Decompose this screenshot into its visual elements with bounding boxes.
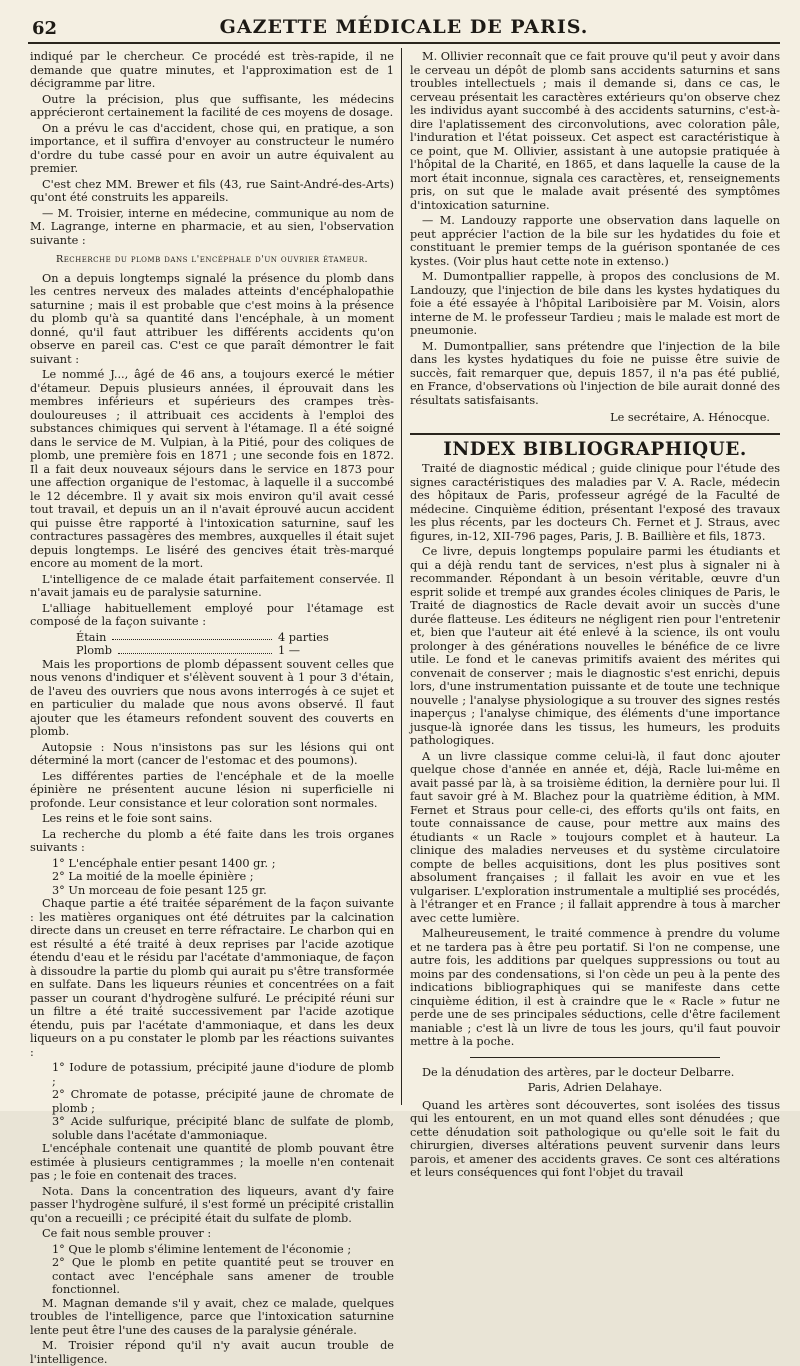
alloy-name: Étain bbox=[76, 630, 107, 644]
paragraph: Quand les artères sont découvertes, sont isolées des tissus qui les entourent, en un mot quand elles sont dénudées ; que cette dénudation soit pathologique ou qu'elle soit le fait du chirurgien, diverses altérations peuvent survenir dans leurs parois, et amener des accidents graves. Ce sont ces altérations et leurs conséquences qui font l'objet du travail bbox=[410, 1098, 780, 1179]
list-item: 3° Acide sulfurique, précipité blanc de sulfate de plomb, soluble dans l'acétate d'ammoniaque. bbox=[52, 1115, 394, 1142]
paragraph: L'intelligence de ce malade était parfaitement conservée. Il n'avait jamais eu de paralysie saturnine. bbox=[30, 572, 394, 599]
page-number: 62 bbox=[32, 18, 58, 39]
paragraph: On a depuis longtemps signalé la présence du plomb dans les centres nerveux des malades atteints d'encéphalopathie saturnine ; mais il est probable que c'est moins à la présence du plomb qu'à sa quantité dans l'encéphale, à un moment donné, qu'il faut attribuer les différents accidents qu'on observe en pareil cas. C'est ce que paraît démontrer le fait suivant : bbox=[30, 271, 394, 366]
book-entry: Traité de diagnostic médical ; guide clinique pour l'étude des signes caractéristiques des maladies par V. A. Racle, médecin des hôpitaux de Paris, professeur agrégé de la Faculté de médecine. Cinquième édition, présentant l'exposé des travaux les plus récents, par les docteurs Ch. Fernet et J. Straus, avec figures, in-12, XII-796 pages, Paris, J. B. Baillière et fils, 1873. bbox=[410, 462, 780, 543]
leader-dots bbox=[118, 644, 272, 654]
paragraph: L'alliage habituellement employé pour l'étamage est composé de la façon suivante : bbox=[30, 601, 394, 628]
paragraph: Mais les proportions de plomb dépassent souvent celles que nous venons d'indiquer et s'élèvent souvent à 1 pour 3 d'étain, de l'aveu des ouvriers que nous avons interrogés à ce sujet et en particulier du malade que nous avons observé. Il faut ajouter que les étameurs refondent souvent des couverts en plomb. bbox=[30, 657, 394, 738]
alloy-row bbox=[30, 631, 394, 645]
paragraph: M. Dumontpallier, sans prétendre que l'injection de la bile dans les kystes hydatiques du foie ne puisse être suivie de succès, fait remarquer que, depuis 1857, il n'a pas été publié, en France, d'observations où l'injection de bile aurait donné des résultats satisfaisants. bbox=[410, 339, 780, 407]
paragraph: Ce fait nous semble prouver : bbox=[42, 1227, 212, 1240]
paragraph: La recherche du plomb a été faite dans les trois organes suivants : bbox=[30, 827, 394, 854]
journal-title: GAZETTE MÉDICALE DE PARIS. bbox=[219, 16, 589, 38]
list-item: 1° Que le plomb s'élimine lentement de l'économie ; bbox=[52, 1242, 352, 1256]
paragraph: Autopsie : Nous n'insistons pas sur les lésions qui ont déterminé la mort (cancer de l'estomac et des poumons). bbox=[30, 740, 394, 767]
entry-rule bbox=[470, 1057, 720, 1058]
index-title: INDEX BIBLIOGRAPHIQUE. bbox=[443, 438, 747, 460]
list-item: 1° Iodure de potassium, précipité jaune d'iodure de plomb ; bbox=[52, 1061, 394, 1088]
alloy-name: Plomb bbox=[76, 644, 112, 657]
section-rule bbox=[410, 433, 780, 435]
paragraph: M. Dumontpallier rappelle, à propos des conclusions de M. Landouzy, que l'injection de bile dans les kystes hydatiques du foie a été essayée à l'hôpital Lariboisière par M. Voisin, alors interne de M. le professeur Tardieu ; mais le malade est mort de pneumonie. bbox=[410, 270, 780, 337]
paragraph: M. Magnan demande s'il y avait, chez ce malade, quelques troubles de l'intelligence, parce que l'intoxication saturnine lente peut être l'une des causes de la paralysie générale. bbox=[30, 1296, 394, 1337]
paragraph: Les reins et le foie sont sains. bbox=[42, 812, 213, 825]
book-entry: De la dénudation des artères, par le docteur Delbarre. bbox=[422, 1065, 735, 1079]
paragraph: M. Troisier répond qu'il n'y avait aucun trouble de l'intelligence. bbox=[30, 1339, 394, 1366]
section-heading: Recherche du plomb dans l'encéphale d'un ouvrier étameur. bbox=[55, 254, 369, 265]
paragraph: Le nommé J..., âgé de 46 ans, a toujours exercé le métier d'étameur. Depuis plusieurs années, il éprouvait dans les membres inférieurs et supérieurs des crampes très-douloureuses ; il attribuait ces accidents à l'emploi des substances chimiques qui servent à l'étamage. Il a été soigné dans le service de M. Vulpian, à la Pitié, pour des coliques de plomb, une première fois en 1871 ; une seconde fois en 1872. Il a fait deux nouveaux séjours dans le service en 1873 pour une affection organique de l'estomac, à laquelle il a succombé le 12 décembre. Il y avait six mois environ qu'il avait cessé tout travail, et depuis un an il n'avait éprouvé aucun accident qui puisse être rapporté à l'intoxication saturnine, sauf les contractures passagères des membres, auxquelles il était sujet depuis longtemps. Le liséré des gencives était très-marqué encore au moment de la mort. bbox=[30, 368, 394, 570]
paragraph: Malheureusement, le traité commence à prendre du volume et ne tardera pas à être peu portatif. Si l'on ne compense, une autre fois, les additions par quelques suppressions ou tout au moins par des condensations, si l'on cède un peu à la pente des indications bibliographiques qui se manifeste dans cette cinquième édition, il est à craindre que le « Racle » futur ne perde une de ses principales séductions, celle d'être facilement maniable ; c'est là un livre de tous les jours, qu'il faut pouvoir mettre à la poche. bbox=[410, 927, 780, 1048]
alloy-value: 1 — bbox=[278, 644, 301, 657]
right-column bbox=[410, 50, 780, 1179]
paragraph: M. Ollivier reconnaît que ce fait prouve qu'il peut y avoir dans le cerveau un dépôt de plomb sans accidents saturnins et sans troubles intellectuels ; mais il demande si, dans ce cas, le cerveau présentait les caractères extérieurs qu'on observe chez les individus ayant succombé à des accidents saturnins, c'est-à-dire l'aplatissement des circonvolutions, avec coloration pâle, l'induration et l'état poisseux. Cet aspect est caractéristique à ce point, que M. Ollivier, assistant à une autopsie pratiquée à l'hôpital de la Charité, en 1865, et dans laquelle la cause de la mort était inconnue, signala ces caractères, et, renseignements pris, on sut que le malade avait présenté des symptômes d'intoxication saturnine. bbox=[410, 50, 780, 212]
paragraph: Nota. Dans la concentration des liqueurs, avant d'y faire passer l'hydrogène sulfuré, il s'est formé un précipité cristallin qu'on a recueilli ; ce précipité était du sulfate de plomb. bbox=[30, 1184, 394, 1225]
column-divider bbox=[401, 48, 402, 1105]
list-item: 2° Chromate de potasse, précipité jaune de chromate de plomb ; bbox=[52, 1088, 394, 1115]
leader-dots bbox=[112, 631, 272, 641]
paragraph: A un livre classique comme celui-là, il faut donc ajouter quelque chose d'année en année et, déjà, Racle lui-même en avait passé par là, à sa troisième édition, la dernière pour lui. Il faut savoir gré à M. Blachez pour la quatrième édition, à MM. Fernet et Straus pour celle-ci, des efforts qu'ils ont faits, en toute connaissance de cause, pour mettre aux mains des étudiants « un Racle » toujours complet et à hauteur. La clinique des maladies nerveuses et du système circulatoire compte de belles acquisitions, dont les plus positives sont absolument françaises ; il fallait les avoir en vue et les vulgariser. L'exploration instrumentale a multiplié ses procédés, à l'étranger et en France ; il fallait apprendre à tous à marcher avec cette lumière. bbox=[410, 749, 780, 925]
paragraph: Les différentes parties de l'encéphale et de la moelle épinière ne présentent aucune lésion ni superficielle ni profonde. Leur consistance et leur coloration sont normales. bbox=[30, 769, 394, 810]
paragraph: C'est chez MM. Brewer et fils (43, rue Saint-André-des-Arts) qu'ont été construits les appareils. bbox=[30, 177, 394, 204]
paragraph: — M. Landouzy rapporte une observation dans laquelle on peut apprécier l'action de la bile sur les hydatides du foie et constituant le premier temps de la guérison spontanée de ces kystes. (Voir plus haut cette note in extenso.) bbox=[410, 214, 780, 268]
alloy-row bbox=[30, 644, 394, 658]
page-header bbox=[28, 12, 780, 44]
secretary-signature: Le secrétaire, A. Hénocque. bbox=[610, 411, 770, 424]
list-item: 2° Que le plomb en petite quantité peut se trouver en contact avec l'encéphale sans amener de trouble fonctionnel. bbox=[52, 1256, 394, 1296]
paragraph: L'encéphale contenait une quantité de plomb pouvant être estimée à plusieurs centigrammes ; la moelle n'en contenait pas ; le foie en contenait des traces. bbox=[30, 1142, 394, 1182]
paragraph: — M. Troisier, interne en médecine, communique au nom de M. Lagrange, interne en pharmacie, et au sien, l'observation suivante : bbox=[30, 206, 394, 247]
alloy-value: 4 parties bbox=[278, 630, 329, 644]
paragraph: Chaque partie a été traitée séparément de la façon suivante : les matières organiques ont été détruites par la calcination directe dans un creuset en terre réfractaire. Le charbon qui en est résulté a été traité à deux reprises par l'acide azotique étendu d'eau et le résidu par l'acétate d'ammoniaque, de façon à dissoudre la partie du plomb qui aurait pu s'être transformée en sulfate. Dans les liqueurs réunies et concentrées on a fait passer un courant d'hydrogène sulfuré. Le précipité réuni sur un filtre a été traité successivement par l'acide azotique étendu, puis par l'acétate d'ammoniaque, et dans les deux liqueurs on a pu constater le plomb par les réactions suivantes : bbox=[30, 897, 394, 1059]
paragraph: Ce livre, depuis longtemps populaire parmi les étudiants et qui a déjà rendu tant de services, n'est plus à signaler ni à recommander. Répondant à un besoin véritable, œuvre d'un esprit solide et trempé aux grandes écoles cliniques de Paris, le Traité de diagnostics de Racle devait avoir un succès d'une durée flatteuse. Les éditeurs ne négligent rien pour l'entretenir et, bien que l'auteur ait été enlevé à la science, ils ont voulu prolonger à des générations nouvelles le bénéfice de ce livre utile. Le fond et le canevas primitifs avaient des mérites qui convenait de conserver ; mais le diagnostic s'est enrichi, depuis lors, d'une instrumentation puissante et de toute une technique nouvelle ; l'analyse physiologique a su trouver des signes restés inaperçus ; l'analyse chimique, des éléments d'une importance jusque-là ignorée dans les tissus, les humeurs, les produits pathologiques. bbox=[410, 545, 780, 747]
paragraph: On a prévu le cas d'accident, chose qui, en pratique, a son importance, et il suffira d'envoyer au constructeur le numéro d'ordre du tube cassé pour en avoir un autre équivalent au premier. bbox=[30, 121, 394, 175]
book-publisher: Paris, Adrien Delahaye. bbox=[527, 1081, 663, 1094]
list-item: 1° L'encéphale entier pesant 1400 gr. ; bbox=[52, 856, 276, 870]
list-item: 3° Un morceau de foie pesant 125 gr. bbox=[52, 883, 267, 897]
paragraph: indiqué par le chercheur. Ce procédé est très-rapide, il ne demande que quatre minutes, et l'approximation est de 1 décigramme par litre. bbox=[30, 50, 394, 90]
paragraph: Outre la précision, plus que suffisante, les médecins apprécieront certainement la facilité de ces moyens de dosage. bbox=[30, 92, 394, 119]
list-item: 2° La moitié de la moelle épinière ; bbox=[52, 870, 254, 883]
left-column bbox=[30, 50, 394, 1366]
